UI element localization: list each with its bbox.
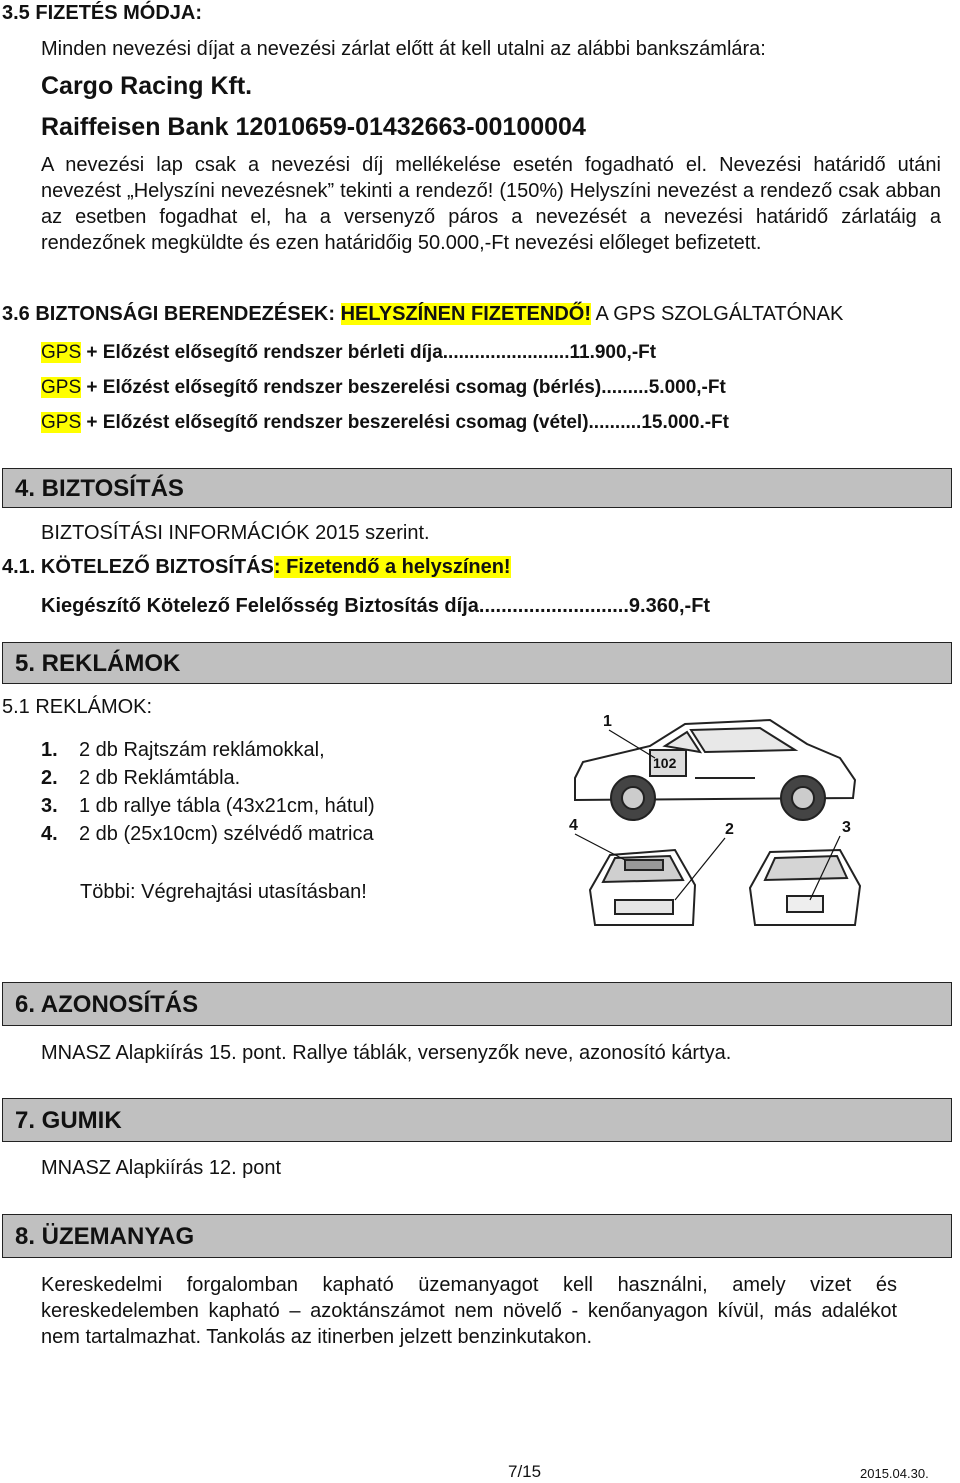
- section-8-bar: [2, 1214, 952, 1258]
- insurance-fee-label: Kiegészítő Kötelező Felelősség Biztosítás díja: [41, 595, 479, 617]
- gps-fee-row: [41, 342, 656, 364]
- callout-3: 3: [842, 819, 851, 836]
- footer-date: 2015.04.30.: [860, 1466, 929, 1481]
- insurance-fee-price: 9.360,-Ft: [628, 595, 711, 617]
- list-text: 2 db Rajtszám reklámokkal,: [79, 739, 325, 761]
- list-item: [41, 793, 375, 821]
- list-number: 4.: [41, 823, 58, 845]
- leader-dots: .........: [601, 377, 649, 398]
- gps-tag: GPS: [41, 412, 82, 433]
- section-3-6-title: 3.6 BIZTONSÁGI BERENDEZÉSEK:: [2, 303, 336, 325]
- callout-1: 1: [603, 713, 612, 730]
- section-3-5-title: 3.5 FIZETÉS MÓDJA:: [2, 2, 203, 24]
- list-text: 1 db rallye tábla (43x21cm, hátul): [79, 795, 375, 817]
- list-text: 2 db (25x10cm) szélvédő matrica: [79, 823, 374, 845]
- section-4-bar: [2, 468, 952, 508]
- payment-intro: Minden nevezési díjat a nevezési zárlat előtt át kell utalni az alábbi bankszámlára:: [41, 38, 766, 60]
- section-4-1-title: 4.1. KÖTELEZŐ BIZTOSÍTÁS: [2, 556, 274, 578]
- section-4-1-heading: [2, 556, 511, 579]
- leader-dots: ..........: [588, 412, 642, 433]
- list-number: 2.: [41, 767, 58, 789]
- list-item: [41, 821, 375, 849]
- list-number: 1.: [41, 739, 58, 761]
- section-6-title: 6. AZONOSÍTÁS: [15, 991, 199, 1018]
- car-ad-diagram: [555, 700, 875, 940]
- payment-paragraph: A nevezési lap csak a nevezési díj mellékelése esetén fogadható el. Nevezési határidő utáni nevezést „Helyszíni nevezésnek” tekinti a rendező! (150%) Helyszíni nevezést a rendező csak abban az esetben fogadhat el, ha a versenyző páros a nevezését a nevezési határidő zárlatáig a rendezőnek megküldte és ezen határidőig 50.000,-Ft nevezési előleget befizetett.: [41, 154, 941, 254]
- ad-list: [41, 737, 375, 849]
- other-ads-note: Többi: Végrehajtási utasításban!: [80, 881, 367, 903]
- gps-fee-price: 15.000.-Ft: [641, 412, 729, 433]
- gps-fee-label: + Előzést elősegítő rendszer beszerelési csomag (vétel): [86, 412, 589, 433]
- gps-provider-note: A GPS SZOLGÁLTATÓNAK: [595, 303, 844, 325]
- leader-dots: ........................: [442, 342, 570, 363]
- identification-text: MNASZ Alapkiírás 15. pont. Rallye táblák, versenyzők neve, azonosító kártya.: [41, 1042, 732, 1064]
- gps-fee-row: [41, 412, 729, 434]
- section-4-title: 4. BIZTOSÍTÁS: [15, 475, 184, 502]
- section-8-title: 8. ÜZEMANYAG: [15, 1223, 195, 1250]
- callout-4: 4: [569, 817, 578, 834]
- gps-fee-label: + Előzést elősegítő rendszer bérleti díja: [86, 342, 443, 363]
- insurance-fee-row: [41, 595, 710, 618]
- gps-fee-price: 11.900,-Ft: [569, 342, 657, 363]
- car-number-plate: 102: [653, 755, 677, 771]
- callout-2: 2: [725, 821, 734, 838]
- list-text: 2 db Reklámtábla.: [79, 767, 241, 789]
- list-item: [41, 765, 375, 793]
- gps-tag: GPS: [41, 377, 82, 398]
- pay-on-site-highlight: HELYSZÍNEN FIZETENDŐ!: [340, 303, 591, 325]
- fuel-text: Kereskedelmi forgalomban kapható üzemanyagot kell használni, amely vizet és kereskedelemben kapható – azoktánszámot nem növelő - kenőanyagon kívül, más adalékot nem tartalmazhat. Tankolás az itinerben jelzett benzinkutakon.: [41, 1274, 897, 1348]
- gps-tag: GPS: [41, 342, 82, 363]
- section-3-6-heading: [2, 303, 843, 326]
- gps-fee-row: [41, 377, 726, 399]
- bank-account: Raiffeisen Bank 12010659-01432663-00100004: [41, 113, 586, 141]
- section-6-bar: [2, 982, 952, 1026]
- list-number: 3.: [41, 795, 58, 817]
- leader-dots: ...........................: [478, 595, 629, 617]
- tires-text: MNASZ Alapkiírás 12. pont: [41, 1157, 282, 1179]
- insurance-pay-on-site: : Fizetendő a helyszínen!: [273, 556, 511, 578]
- section-7-title: 7. GUMIK: [15, 1107, 122, 1134]
- section-5-bar: [2, 642, 952, 684]
- page-number: 7/15: [508, 1462, 542, 1481]
- section-7-bar: [2, 1098, 952, 1142]
- insurance-info: BIZTOSÍTÁSI INFORMÁCIÓK 2015 szerint.: [41, 522, 430, 544]
- list-item: [41, 737, 375, 765]
- gps-fee-label: + Előzést elősegítő rendszer beszerelési csomag (bérlés): [86, 377, 602, 398]
- company-name: Cargo Racing Kft.: [41, 72, 253, 100]
- car-front-view: [590, 850, 695, 925]
- section-5-1-title: 5.1 REKLÁMOK:: [2, 696, 153, 718]
- section-5-title: 5. REKLÁMOK: [15, 650, 181, 677]
- car-rear-view: [750, 850, 860, 925]
- gps-fee-price: 5.000,-Ft: [648, 377, 726, 398]
